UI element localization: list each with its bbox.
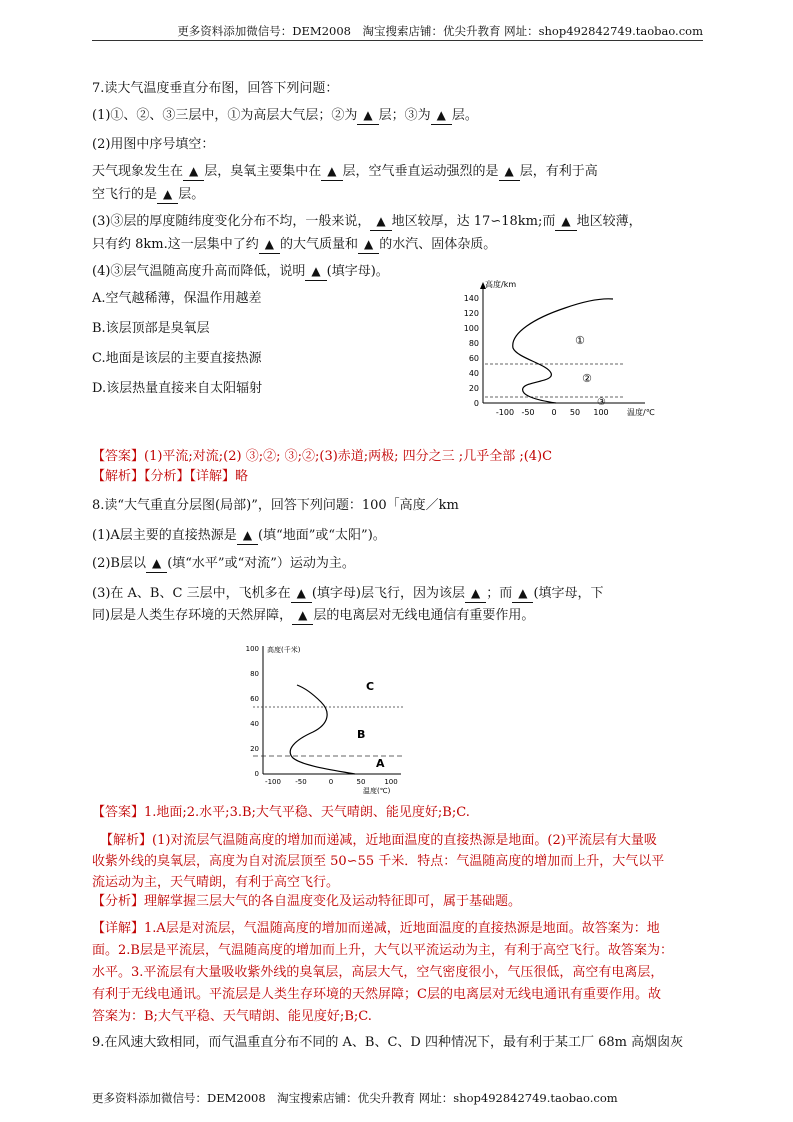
q8-layer-label: C <box>366 680 375 693</box>
q8-analysis-line: 流运动为主，天气晴朗，有利于高空飞行。 <box>92 875 340 890</box>
q8-x-label: 温度(℃) <box>363 787 391 795</box>
q7-ytick: 80 <box>468 339 479 348</box>
page-footer: 更多资料添加微信号：DEM2008 淘宝搜索店铺：优尖升教育 网址：shop492842749.taobao.com <box>92 1091 618 1105</box>
q8-ytick: 40 <box>250 720 259 728</box>
q7-option-b: B.该层顶部是臭氧层 <box>92 321 210 336</box>
q8-ytick: 100 <box>245 645 259 653</box>
q8-ytick: 80 <box>250 670 259 678</box>
q8-xtick: 50 <box>356 778 366 786</box>
q8-detail-line: 水平。3.平流层有大量吸收紫外线的臭氧层，高层大气，空气密度很小，气压很低，高空有电离层， <box>92 965 664 980</box>
q7-analysis: 【解析】【分析】【详解】略 <box>92 469 249 484</box>
q8-detail-line: 面。2.B层是平流层，气温随高度的增加而上升，大气以平流运动为主，有利于高空飞行。故答案为： <box>92 943 673 958</box>
q8-layer-label: A <box>376 757 385 770</box>
q7-ytick: 40 <box>468 369 479 378</box>
q7-xtick: 100 <box>593 408 609 417</box>
q8-layer-label: B <box>357 728 366 741</box>
q7-part2: (2)用图中序号填空： <box>92 137 215 152</box>
q8-xtick: 100 <box>384 778 398 786</box>
q7-part4: (4)③层气温随高度升高而降低，说明 ▲ (填字母)。 <box>92 264 389 279</box>
q8-detail-line: 有利于无线电通讯。平流层是人类生存环境的天然屏障；C层的电离层对无线电通讯有重要作用。故 <box>92 987 661 1002</box>
q7-x-label: 温度/℃ <box>627 408 655 417</box>
q8-fenxi: 【分析】理解掌握三层大气的各自温度变化及运动特征即可，属于基础题。 <box>92 894 522 909</box>
q7-layer-label: ① <box>575 334 585 347</box>
q7-part1: (1)①、②、③三层中，①为高层大气层；②为 ▲ 层；③为 ▲ 层。 <box>92 108 478 123</box>
q8-title: 8.读“大气重直分层图(局部)”，回答下列问题：100「高度／km <box>92 498 459 513</box>
q7-part3-line2: 只有约 8km.这一层集中了约 ▲ 的大气质量和 ▲ 的水汽、固体杂质。 <box>92 237 497 252</box>
q7-temperature-curve <box>513 299 613 403</box>
q7-layer-label: ③ <box>597 397 606 408</box>
q8-analysis-line: 收紫外线的臭氧层，高度为自对流层顶至 50∽55 千米．特点：气温随高度的增加而上升，大气以平 <box>92 854 665 869</box>
q7-xtick: 0 <box>551 408 557 417</box>
q7-xtick: -100 <box>495 408 515 417</box>
q8-xtick: -50 <box>295 778 307 786</box>
q7-part3-line1: (3)③层的厚度随纬度变化分布不均，一般来说， ▲ 地区较厚，达 17∽18km;而 ▲ 地区较薄， <box>92 214 642 229</box>
q8-detail-line: 答案为：B;大气平稳、天气晴朗、能见度好;B;C. <box>92 1009 372 1024</box>
q8-part3-line1: (3)在 A、B、C 三层中，飞机多在 ▲ (填字母)层飞行，因为该层 ▲ ；而 ▲ (填字母，下 <box>92 586 604 601</box>
q7-xtick: 50 <box>569 408 581 417</box>
q7-answer: 【答案】(1)平流;对流;(2) ③;②; ③;②;(3)赤道;两极; 四分之三 ;几乎全部 ;(4)C <box>92 449 553 464</box>
header-text: 更多资料添加微信号：DEM2008 淘宝搜索店铺：优尖升教育 网址：shop492842749.taobao.com <box>177 24 703 38</box>
q8-part2: (2)B层以 ▲ (填“水平”或“对流”）运动为主。 <box>92 556 355 571</box>
q7-ytick: 140 <box>463 294 479 303</box>
q8-xtick: 0 <box>328 778 334 786</box>
q8-y-label: 高度(千米) <box>267 646 301 654</box>
q8-ytick: 60 <box>250 695 259 703</box>
q7-ytick: 60 <box>468 354 479 363</box>
q8-part1: (1)A层主要的直接热源是 ▲ (填“地面”或“太阳”)。 <box>92 528 386 543</box>
q7-option-a: A.空气越稀薄，保温作用越差 <box>92 291 262 306</box>
q8-xtick: -100 <box>265 778 281 786</box>
q7-option-c: C.地面是该层的主要直接热源 <box>92 351 262 366</box>
q7-title: 7.读大气温度垂直分布图，回答下列问题： <box>92 81 339 96</box>
q8-analysis-line: 【解析】(1)对流层气温随高度的增加而递减，近地面温度的直接热源是地面。(2)平流层有大量吸 <box>100 833 657 848</box>
q8-ytick: 20 <box>250 745 259 753</box>
q8-ytick: 0 <box>254 770 259 778</box>
q8-detail-line: 【详解】1.A层是对流层，气温随高度的增加而递减，近地面温度的直接热源是地面。故答案为：地 <box>92 921 660 936</box>
q7-layer-label: ② <box>582 372 592 385</box>
q7-y-label: 高度/km <box>485 280 517 289</box>
q7-xtick: -50 <box>521 408 535 417</box>
q8-answer: 【答案】1.地面;2.水平;3.B;大气平稳、天气晴朗、能见度好;B;C. <box>92 805 470 820</box>
q8-temperature-curve <box>290 685 355 774</box>
page-header <box>92 20 703 41</box>
q7-ytick: 0 <box>473 399 479 408</box>
q9-title: 9.在风速大致相同，而气温重直分布不同的 A、B、C、D 四种情况下，最有利于某工厂 68m 高烟囱灰 <box>92 1035 684 1050</box>
q8-part3-line2: 同)层是人类生存环境的天然屏障， ▲ 层的电离层对无线电通信有重要作用。 <box>92 608 535 623</box>
q7-ytick: 20 <box>468 384 479 393</box>
q7-option-d: D.该层热量直接来自太阳辐射 <box>92 381 263 396</box>
q7-ytick: 120 <box>463 309 479 318</box>
q7-ytick: 100 <box>463 324 479 333</box>
q8-temperature-chart <box>233 640 413 795</box>
q7-temperature-chart <box>455 278 670 428</box>
q7-part2-line1: 天气现象发生在 ▲ 层，臭氧主要集中在 ▲ 层，空气垂直运动强烈的是 ▲ 层，有利于高 <box>92 164 598 179</box>
q7-part2-line2: 空飞行的是 ▲ 层。 <box>92 187 205 202</box>
